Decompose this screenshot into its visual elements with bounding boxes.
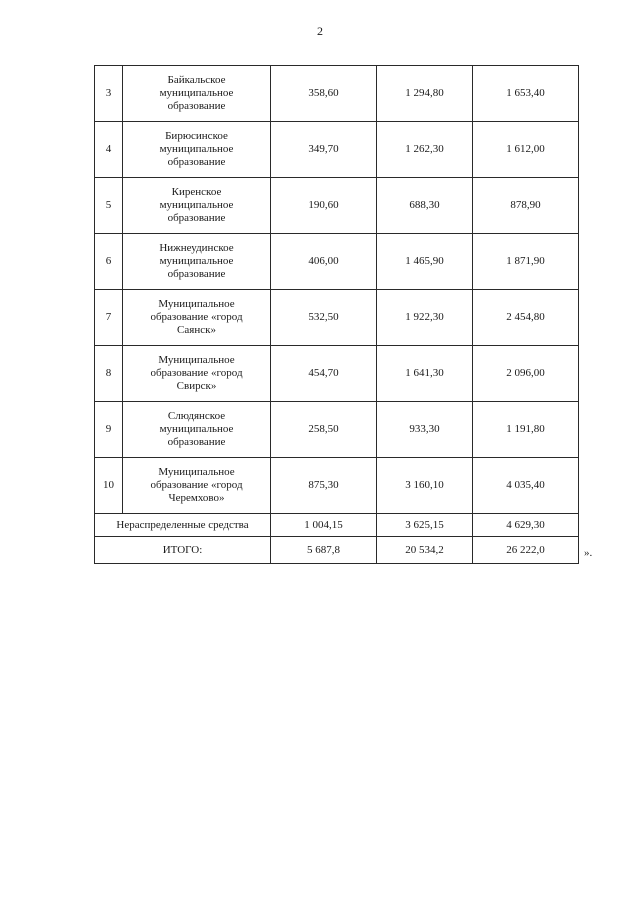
row-number: 7 (95, 290, 123, 346)
row-number: 8 (95, 346, 123, 402)
unallocated-label: Нераспределенные средства (95, 514, 271, 537)
value-col-3: 1 191,80 (473, 402, 579, 458)
row-number: 4 (95, 122, 123, 178)
value-col-2: 1 294,80 (377, 66, 473, 122)
table-row (95, 402, 579, 458)
value-col-1: 532,50 (271, 290, 377, 346)
value-col-1: 454,70 (271, 346, 377, 402)
value-col-2: 1 262,30 (377, 122, 473, 178)
value-col-2: 3 625,15 (377, 514, 473, 537)
value-col-3: 2 096,00 (473, 346, 579, 402)
value-col-1: 5 687,8 (271, 537, 377, 564)
value-col-1: 406,00 (271, 234, 377, 290)
municipality-name: Байкальское муниципальное образование (123, 66, 271, 122)
value-col-2: 3 160,10 (377, 458, 473, 514)
value-col-2: 1 641,30 (377, 346, 473, 402)
row-number: 3 (95, 66, 123, 122)
value-col-2: 688,30 (377, 178, 473, 234)
municipality-name: Бирюсинское муниципальное образование (123, 122, 271, 178)
row-number: 6 (95, 234, 123, 290)
table-row (95, 458, 579, 514)
value-col-1: 1 004,15 (271, 514, 377, 537)
value-col-3: 2 454,80 (473, 290, 579, 346)
value-col-3: 1 612,00 (473, 122, 579, 178)
municipality-name: Муниципальное образование «город Саянск» (123, 290, 271, 346)
value-col-3: 1 653,40 (473, 66, 579, 122)
total-row (95, 537, 579, 564)
value-col-2: 1 465,90 (377, 234, 473, 290)
value-col-1: 875,30 (271, 458, 377, 514)
value-col-1: 258,50 (271, 402, 377, 458)
closing-quote-mark: ». (584, 547, 593, 559)
value-col-2: 1 922,30 (377, 290, 473, 346)
value-col-3: 26 222,0 (473, 537, 579, 564)
table-row (95, 178, 579, 234)
municipality-name: Муниципальное образование «город Черемхово» (123, 458, 271, 514)
total-label: ИТОГО: (95, 537, 271, 564)
value-col-3: 4 629,30 (473, 514, 579, 537)
value-col-3: 878,90 (473, 178, 579, 234)
value-col-1: 349,70 (271, 122, 377, 178)
municipality-name: Муниципальное образование «город Свирск» (123, 346, 271, 402)
value-col-3: 1 871,90 (473, 234, 579, 290)
budget-table (94, 65, 579, 564)
unallocated-row (95, 514, 579, 537)
table-row (95, 346, 579, 402)
value-col-2: 933,30 (377, 402, 473, 458)
row-number: 9 (95, 402, 123, 458)
municipality-name: Нижнеудинское муниципальное образование (123, 234, 271, 290)
row-number: 5 (95, 178, 123, 234)
municipality-name: Киренское муниципальное образование (123, 178, 271, 234)
value-col-2: 20 534,2 (377, 537, 473, 564)
municipality-name: Слюдянское муниципальное образование (123, 402, 271, 458)
table-row (95, 290, 579, 346)
value-col-3: 4 035,40 (473, 458, 579, 514)
table-row (95, 122, 579, 178)
table-row (95, 234, 579, 290)
value-col-1: 190,60 (271, 178, 377, 234)
table-row (95, 66, 579, 122)
row-number: 10 (95, 458, 123, 514)
page-number: 2 (317, 24, 323, 38)
value-col-1: 358,60 (271, 66, 377, 122)
